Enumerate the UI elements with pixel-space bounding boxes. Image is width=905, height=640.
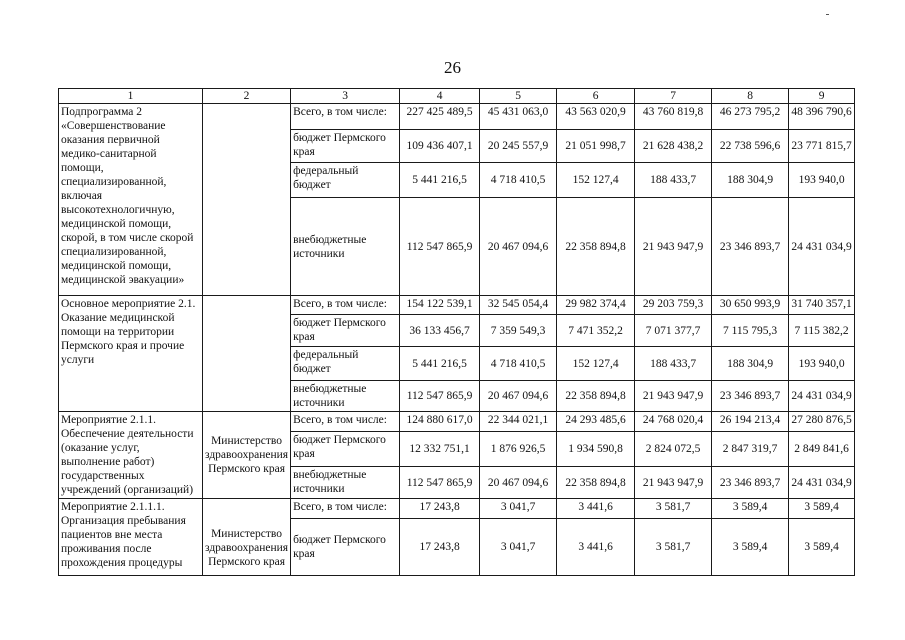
source-cell: федеральный бюджет <box>291 347 400 381</box>
value-cell: 7 359 549,3 <box>480 315 557 347</box>
budget-table <box>58 88 855 576</box>
value-cell: 4 718 410,5 <box>480 347 557 381</box>
header-row <box>59 89 855 104</box>
value-cell: 22 344 021,1 <box>480 412 557 432</box>
value-cell: 23 346 893,7 <box>712 381 789 412</box>
scan-mark <box>826 14 829 15</box>
value-cell: 23 346 893,7 <box>712 198 789 296</box>
source-cell: бюджет Пермского края <box>291 432 400 467</box>
executor-cell <box>203 296 291 412</box>
value-cell: 17 243,8 <box>400 519 480 576</box>
header-cell: 7 <box>635 89 712 104</box>
value-cell: 29 982 374,4 <box>557 296 635 315</box>
header-cell: 2 <box>203 89 291 104</box>
value-cell: 188 433,7 <box>635 347 712 381</box>
value-cell: 227 425 489,5 <box>400 104 480 130</box>
value-cell: 1 876 926,5 <box>480 432 557 467</box>
value-cell: 112 547 865,9 <box>400 198 480 296</box>
value-cell: 188 304,9 <box>712 347 789 381</box>
header-cell: 3 <box>291 89 400 104</box>
value-cell: 152 127,4 <box>557 347 635 381</box>
value-cell: 7 115 382,2 <box>789 315 855 347</box>
header-cell: 4 <box>400 89 480 104</box>
source-cell: бюджет Пермского края <box>291 519 400 576</box>
value-cell: 46 273 795,2 <box>712 104 789 130</box>
value-cell: 193 940,0 <box>789 347 855 381</box>
value-cell: 1 934 590,8 <box>557 432 635 467</box>
value-cell: 188 304,9 <box>712 163 789 198</box>
value-cell: 32 545 054,4 <box>480 296 557 315</box>
header-cell: 5 <box>480 89 557 104</box>
value-cell: 5 441 216,5 <box>400 347 480 381</box>
value-cell: 45 431 063,0 <box>480 104 557 130</box>
value-cell: 17 243,8 <box>400 499 480 519</box>
value-cell: 2 849 841,6 <box>789 432 855 467</box>
value-cell: 24 293 485,6 <box>557 412 635 432</box>
value-cell: 26 194 213,4 <box>712 412 789 432</box>
value-cell: 7 071 377,7 <box>635 315 712 347</box>
page-number: 26 <box>444 58 461 77</box>
value-cell: 22 738 596,6 <box>712 130 789 163</box>
value-cell: 22 358 894,8 <box>557 467 635 499</box>
value-cell: 3 589,4 <box>789 499 855 519</box>
value-cell: 3 589,4 <box>712 499 789 519</box>
value-cell: 24 431 034,9 <box>789 198 855 296</box>
program-name-cell: Мероприятие 2.1.1.1. Организация пребывания пациентов вне места проживания после прохождения процедуры <box>59 499 203 576</box>
source-cell: внебюджетные источники <box>291 381 400 412</box>
header-cell: 9 <box>789 89 855 104</box>
header-cell: 8 <box>712 89 789 104</box>
header-cell: 1 <box>59 89 203 104</box>
value-cell: 188 433,7 <box>635 163 712 198</box>
value-cell: 3 581,7 <box>635 499 712 519</box>
value-cell: 21 943 947,9 <box>635 467 712 499</box>
value-cell: 3 041,7 <box>480 499 557 519</box>
source-cell: внебюджетные источники <box>291 467 400 499</box>
value-cell: 3 441,6 <box>557 519 635 576</box>
value-cell: 20 467 094,6 <box>480 467 557 499</box>
value-cell: 193 940,0 <box>789 163 855 198</box>
source-cell: Всего, в том числе: <box>291 104 400 130</box>
value-cell: 154 122 539,1 <box>400 296 480 315</box>
source-cell: федеральный бюджет <box>291 163 400 198</box>
value-cell: 31 740 357,1 <box>789 296 855 315</box>
source-cell: внебюджетные источники <box>291 198 400 296</box>
executor-cell <box>203 104 291 296</box>
source-cell: бюджет Пермского края <box>291 130 400 163</box>
value-cell: 21 051 998,7 <box>557 130 635 163</box>
value-cell: 21 943 947,9 <box>635 381 712 412</box>
source-cell: Всего, в том числе: <box>291 412 400 432</box>
value-cell: 4 718 410,5 <box>480 163 557 198</box>
value-cell: 112 547 865,9 <box>400 381 480 412</box>
value-cell: 22 358 894,8 <box>557 381 635 412</box>
value-cell: 23 771 815,7 <box>789 130 855 163</box>
value-cell: 48 396 790,6 <box>789 104 855 130</box>
value-cell: 2 847 319,7 <box>712 432 789 467</box>
table-row <box>59 296 855 315</box>
value-cell: 30 650 993,9 <box>712 296 789 315</box>
value-cell: 109 436 407,1 <box>400 130 480 163</box>
value-cell: 7 115 795,3 <box>712 315 789 347</box>
value-cell: 43 760 819,8 <box>635 104 712 130</box>
value-cell: 3 581,7 <box>635 519 712 576</box>
value-cell: 3 589,4 <box>789 519 855 576</box>
value-cell: 24 431 034,9 <box>789 381 855 412</box>
value-cell: 29 203 759,3 <box>635 296 712 315</box>
value-cell: 5 441 216,5 <box>400 163 480 198</box>
value-cell: 23 346 893,7 <box>712 467 789 499</box>
table-row <box>59 104 855 130</box>
program-name-cell: Основное мероприятие 2.1. Оказание медицинской помощи на территории Пермского края и прочие услуги <box>59 296 203 412</box>
value-cell: 3 041,7 <box>480 519 557 576</box>
value-cell: 24 768 020,4 <box>635 412 712 432</box>
value-cell: 20 467 094,6 <box>480 198 557 296</box>
header-cell: 6 <box>557 89 635 104</box>
table-row <box>59 412 855 432</box>
value-cell: 3 441,6 <box>557 499 635 519</box>
value-cell: 27 280 876,5 <box>789 412 855 432</box>
value-cell: 20 245 557,9 <box>480 130 557 163</box>
program-name-cell: Подпрограмма 2 «Совершенствование оказания первичной медико-санитарной помощи, специализированной, включая высокотехнологичную, медицинской помощи, скорой, в том числе скорой специализированной, медицинской помощи, медицинской эвакуации» <box>59 104 203 296</box>
value-cell: 43 563 020,9 <box>557 104 635 130</box>
program-name-cell: Мероприятие 2.1.1. Обеспечение деятельности (оказание услуг, выполнение работ) государственных учреждений (организаций) <box>59 412 203 499</box>
value-cell: 3 589,4 <box>712 519 789 576</box>
table-row <box>59 499 855 519</box>
value-cell: 152 127,4 <box>557 163 635 198</box>
executor-cell: Министерство здравоохранения Пермского края <box>203 412 291 499</box>
source-cell: Всего, в том числе: <box>291 499 400 519</box>
source-cell: Всего, в том числе: <box>291 296 400 315</box>
value-cell: 112 547 865,9 <box>400 467 480 499</box>
value-cell: 20 467 094,6 <box>480 381 557 412</box>
value-cell: 24 431 034,9 <box>789 467 855 499</box>
value-cell: 7 471 352,2 <box>557 315 635 347</box>
source-cell: бюджет Пермского края <box>291 315 400 347</box>
value-cell: 21 628 438,2 <box>635 130 712 163</box>
value-cell: 21 943 947,9 <box>635 198 712 296</box>
value-cell: 124 880 617,0 <box>400 412 480 432</box>
executor-cell: Министерство здравоохранения Пермского края <box>203 499 291 576</box>
value-cell: 12 332 751,1 <box>400 432 480 467</box>
value-cell: 22 358 894,8 <box>557 198 635 296</box>
value-cell: 2 824 072,5 <box>635 432 712 467</box>
value-cell: 36 133 456,7 <box>400 315 480 347</box>
